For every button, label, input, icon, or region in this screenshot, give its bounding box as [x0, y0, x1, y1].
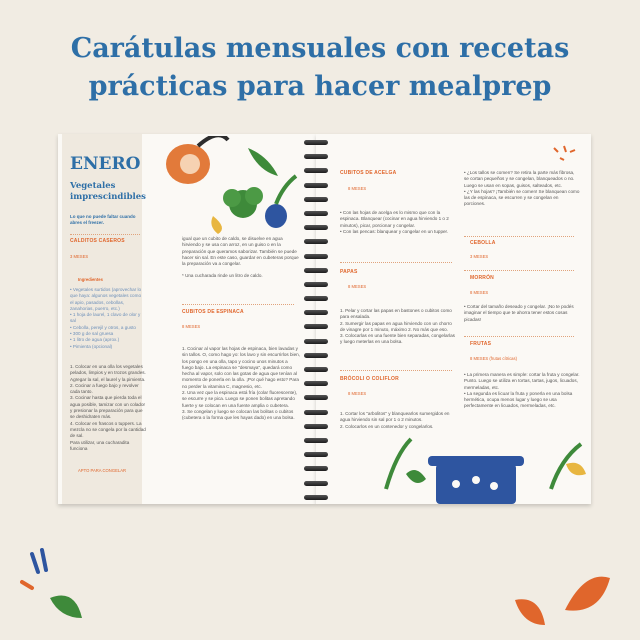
ingredient-item: • Cebolla, perejil y otros, a gusto — [70, 324, 136, 330]
spiral-ring — [304, 310, 328, 315]
note-item: • ¿Y las hojas? ¡También se comen! Se blanquean como las de espinaca, se escurren y se congelan en porciones. — [464, 188, 580, 207]
bubble-icon — [472, 476, 480, 484]
recipe-title-frutas: FRUTAS — [470, 341, 492, 347]
recipe-title-espinaca: CUBITOS DE ESPINACA — [182, 309, 244, 315]
leaf-yellow-icon — [566, 463, 586, 476]
broccoli-floret-icon — [245, 187, 263, 205]
recipe-continuation — [182, 236, 300, 280]
ingredients-label: Ingredientes — [78, 277, 103, 282]
duration-frutas: 8 MESES (frutas cítricas) — [470, 356, 518, 361]
open-notebook — [58, 134, 591, 504]
leaf-icon — [248, 148, 278, 176]
broccoli-floret-icon — [223, 189, 241, 207]
blue-strokes-icon — [32, 550, 46, 572]
ingredient-item: • 1 hoja de laurel, 1 clavo de olor y sal — [70, 312, 141, 324]
ingredient-item: • 1 litro de agua (aprox.) — [70, 337, 120, 343]
divider — [464, 336, 574, 337]
recipe-step: 2. Cocinar a fuego bajo y revolver cada tanto. — [70, 382, 139, 395]
headline-line-1: Carátulas mensuales con recetas — [70, 33, 570, 64]
recipe-step: 2. Una vez que la espinaca está fría (colar fluorescente), se escurre y se pica. Luego se ponen bolitas apretando fuerte y se colocan en una fuente amplia o cubetera. — [182, 390, 298, 408]
intro-notes — [464, 170, 580, 208]
spiral-ring — [304, 339, 328, 344]
recipe-step: igual que un cubito de caldo, se disuelve en agua hirviendo y se usa con arroz, en un guiso o en la preparación que queramos saborizar. También se puede hacer sin sal. En este caso, guardar en cubeteras porque la preparación va a congelar. — [182, 236, 299, 267]
corner-decoration-right — [505, 570, 615, 640]
spiral-ring — [304, 495, 328, 500]
spiral-ring — [304, 211, 328, 216]
duration-espinaca: 8 MESES — [182, 324, 201, 329]
spiral-ring — [304, 481, 328, 486]
duration-morron: 8 MESES — [470, 290, 489, 295]
sparkle-decoration — [550, 144, 580, 164]
recipe-title-morron: MORRÓN — [470, 275, 494, 281]
beet-icon — [265, 204, 287, 228]
recipe-steps-calditos — [70, 364, 146, 452]
footer-tag: APTO PARA CONGELAR — [78, 468, 127, 473]
leaf-icon — [386, 439, 411, 489]
recipe-step: • Cortar del tamaño deseado y congelar. ¡No te podés imaginar el tiempo que te ahorra tener estos cosas picadas! — [464, 304, 574, 322]
vegetables-illustration — [158, 136, 308, 236]
recipe-steps-morron — [464, 304, 580, 323]
ingredient-item: • Pimienta (opcional) — [70, 343, 113, 349]
spiral-ring — [304, 381, 328, 386]
spiral-ring — [304, 466, 328, 471]
spiral-ring — [304, 438, 328, 443]
leaf-icon — [406, 470, 426, 483]
spiral-ring — [304, 140, 328, 145]
right-page — [316, 134, 591, 504]
duration-cebolla: 3 MESES — [470, 254, 489, 259]
month-title: ENERO — [70, 154, 141, 174]
recipe-step: • La primera manera es simple: cortar la fruta y congelar. Punto. Luego se utiliza en tortas, tartas, jugos, licuados, mermeladas, etc. — [464, 372, 580, 390]
spiral-ring — [304, 154, 328, 159]
spiral-ring — [304, 452, 328, 457]
recipe-step: Para utilizar, una cucharadita funciona — [70, 439, 130, 451]
section-title: Vegetales imprescindibles — [70, 181, 146, 202]
spiral-ring — [304, 367, 328, 372]
recipe-step: 1. Cocinar al vapor las hojas de espinaca, bien lavadas y sin tallos. O, como hago yo: los lavo y sin escurrirlos bien, los pongo en una olla, tapo y cocino unos minutos a fuego bajo. La espinaca se "desmaya", quedará como hecha al vapor, solo con las gotas de agua que tenían al momento de ponerla en la olla. ¡Por qué hago esto? Para no perder la vitamina C, magnesio, etc. — [182, 346, 300, 389]
spiral-ring — [304, 324, 328, 329]
divider — [464, 270, 574, 271]
recipe-step: • Con las hojas de acelga es lo mismo que con la espinaca. Blanquear (cocinar en agua hirviendo 1 o 2 minutos), picar, porcionar y congelar. — [340, 210, 449, 228]
spiral-ring — [304, 197, 328, 202]
tomato-seeds-icon — [180, 154, 200, 174]
sparkle-icon — [554, 146, 575, 160]
recipe-steps-espinaca — [182, 346, 300, 422]
recipe-note: * Una cucharada rinde un litro de caldo. — [182, 273, 263, 279]
leaf-yellow-icon — [211, 216, 222, 234]
divider — [464, 236, 574, 237]
divider — [340, 370, 452, 371]
bubble-icon — [452, 480, 460, 488]
recipe-steps-acelga — [340, 210, 458, 235]
leaf-orange-icon — [515, 599, 545, 625]
beet-leaf-icon — [276, 176, 296, 204]
ingredient-item: • 300 g de sal gruesa — [70, 331, 114, 337]
ingredient-item: • Vegetales surtidos (aprovechar lo que haya: algunos vegetales como el apio, pasados, cebollas, zanahorias, puerro, etc.) — [70, 287, 142, 311]
divider — [182, 304, 294, 305]
note-item: • ¿Los tallos se comen? Se retira la parte más fibrosa, se cortan pequeños y se congelan, blanqueados o no. Luego se usan en sopas, guisos, salteados, etc. — [464, 170, 575, 188]
recipe-steps-papas — [340, 308, 458, 346]
leaf-icon — [50, 596, 82, 619]
spiral-ring — [304, 183, 328, 188]
recipe-title-acelga: CUBITOS DE ACELGA — [340, 170, 397, 176]
bubble-icon — [490, 482, 498, 490]
headline — [0, 30, 640, 106]
duration-brocoli: 8 MESES — [348, 391, 367, 396]
divider — [70, 234, 140, 235]
spiral-ring — [304, 168, 328, 173]
spiral-ring — [304, 282, 328, 287]
recipe-step: • La segunda es licuar la fruta y ponerla en una bolsa hermética, ocupa menos lugar y luego se usa perfectamente en licuados, mermeladas, etc. — [464, 390, 573, 409]
spiral-ring — [304, 254, 328, 259]
spiral-ring — [304, 239, 328, 244]
recipe-step: 4. Colocar en frascos o tuppers. La mezcla no se congela por la cantidad de sal. — [70, 420, 146, 439]
recipe-step: 3. Cocinar hasta que pierda toda el agua posible, tamizar con un colador y presionar la preparación para que se deshidraten más. — [70, 395, 146, 420]
spiral-ring — [304, 424, 328, 429]
left-page — [58, 134, 316, 504]
spiral-binding — [304, 140, 328, 500]
recipe-title-papas: PAPAS — [340, 269, 358, 275]
recipe-step: 2. Colocarlos en un contenedor y congelarlos. — [340, 423, 434, 429]
spiral-ring — [304, 410, 328, 415]
recipe-steps-brocoli — [340, 411, 458, 430]
spiral-ring — [304, 268, 328, 273]
pot-illustration — [376, 434, 591, 504]
recipe-step: • Con las pencas: blanquear y congelar en un tupper. — [340, 228, 449, 234]
spiral-ring — [304, 353, 328, 358]
spiral-ring — [304, 395, 328, 400]
duration-calditos: 3 MESES — [70, 254, 89, 259]
corner-decoration-left — [20, 548, 90, 628]
recipe-step: 2. Sumergir las papas en agua hirviendo con un chorro de vinagre por 1 minuto, máximo 2. No más que eso. — [340, 320, 452, 332]
recipe-step: 3. Se congelan y luego se colocan las bolitas o cubitos (cubetera o la forma que les hayas dado) en una bolsa. — [182, 408, 295, 421]
headline-line-2: prácticas para hacer mealprep — [88, 71, 552, 102]
divider — [340, 262, 452, 263]
recipe-title-brocoli: BRÓCOLI O COLIFLOR — [340, 376, 399, 382]
spoon-icon — [198, 136, 228, 146]
section-subtitle: Lo que no puede faltar cuando abres el freezer. — [70, 214, 136, 225]
recipe-step: 1. Colocar en una olla los vegetales pelados, limpios y en trozos grandes. Agregar la sal, el laurel y la pimienta. — [70, 364, 146, 382]
recipe-step: 1. Pelar y cortar las papas en bastones o cubitos como para ensalada. — [340, 308, 452, 320]
duration-papas: 8 MESES — [348, 284, 367, 289]
recipe-step: 1. Cortar los "arbolitos" y blanquearlos sumergidos en agua hirviendo sin sal por 1 o 2 minutos. — [340, 411, 450, 423]
orange-stroke-icon — [22, 582, 32, 588]
spiral-ring — [304, 296, 328, 301]
duration-acelga: 8 MESES — [348, 186, 367, 191]
ingredients-list — [70, 287, 142, 350]
recipe-steps-frutas — [464, 372, 580, 410]
pot-lid-icon — [428, 456, 524, 466]
recipe-title-calditos: CALDITOS CASEROS — [70, 238, 125, 244]
leaf-orange-icon — [565, 577, 610, 611]
recipe-title-cebolla: CEBOLLA — [470, 240, 496, 246]
spiral-ring — [304, 225, 328, 230]
recipe-step: 3. Colocarlas en una fuente bien separadas, congelarlas y luego meterlas en una bolsa. — [340, 333, 455, 345]
